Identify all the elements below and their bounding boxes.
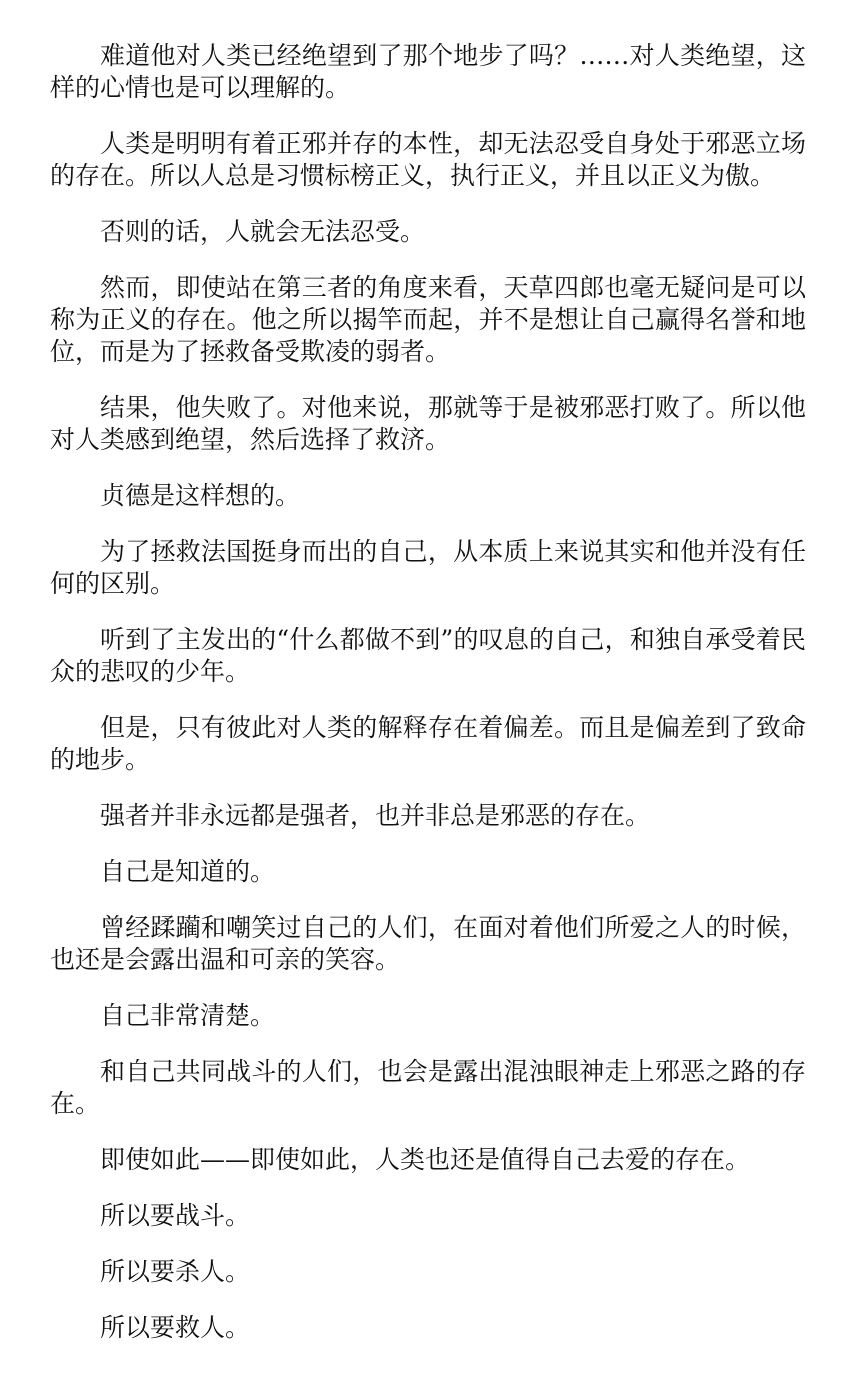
paragraph: 曾经蹂躏和嘲笑过自己的人们，在面对着他们所爱之人的时候，也还是会露出温和可亲的笑容。 [50, 913, 806, 974]
paragraph: 听到了主发出的“什么都做不到”的叹息的自己，和独自承受着民众的悲叹的少年。 [50, 625, 806, 686]
paragraph: 否则的话，人就会无法忍受。 [100, 217, 426, 246]
paragraph: 即使如此——即使如此，人类也还是值得自己去爱的存在。 [100, 1145, 751, 1174]
paragraph: 自己非常清楚。 [100, 1001, 276, 1030]
paragraph: 强者并非永远都是强者，也并非总是邪恶的存在。 [100, 801, 651, 830]
document-page [50, 40, 806, 1368]
paragraph: 所以要救人。 [100, 1313, 251, 1342]
paragraph: 为了拯救法国挺身而出的自己，从本质上来说其实和他并没有任何的区别。 [50, 537, 806, 598]
paragraph: 和自己共同战斗的人们，也会是露出混浊眼神走上邪恶之路的存在。 [50, 1057, 806, 1118]
paragraph: 自己是知道的。 [100, 857, 276, 886]
paragraph: 结果，他失败了。对他来说，那就等于是被邪恶打败了。所以他对人类感到绝望，然后选择了救济。 [50, 393, 806, 454]
paragraph: 所以要杀人。 [100, 1257, 251, 1286]
paragraph: 但是，只有彼此对人类的解释存在着偏差。而且是偏差到了致命的地步。 [50, 713, 806, 774]
paragraph: 然而，即使站在第三者的角度来看，天草四郎也毫无疑问是可以称为正义的存在。他之所以揭竿而起，并不是想让自己赢得名誉和地位，而是为了拯救备受欺凌的弱者。 [50, 273, 806, 366]
paragraph: 难道他对人类已经绝望到了那个地步了吗？……对人类绝望，这样的心情也是可以理解的。 [50, 41, 806, 102]
paragraph: 人类是明明有着正邪并存的本性，却无法忍受自身处于邪恶立场的存在。所以人总是习惯标榜正义，执行正义，并且以正义为傲。 [50, 129, 806, 190]
paragraph: 所以要战斗。 [100, 1201, 251, 1230]
paragraph: 贞德是这样想的。 [100, 481, 301, 510]
